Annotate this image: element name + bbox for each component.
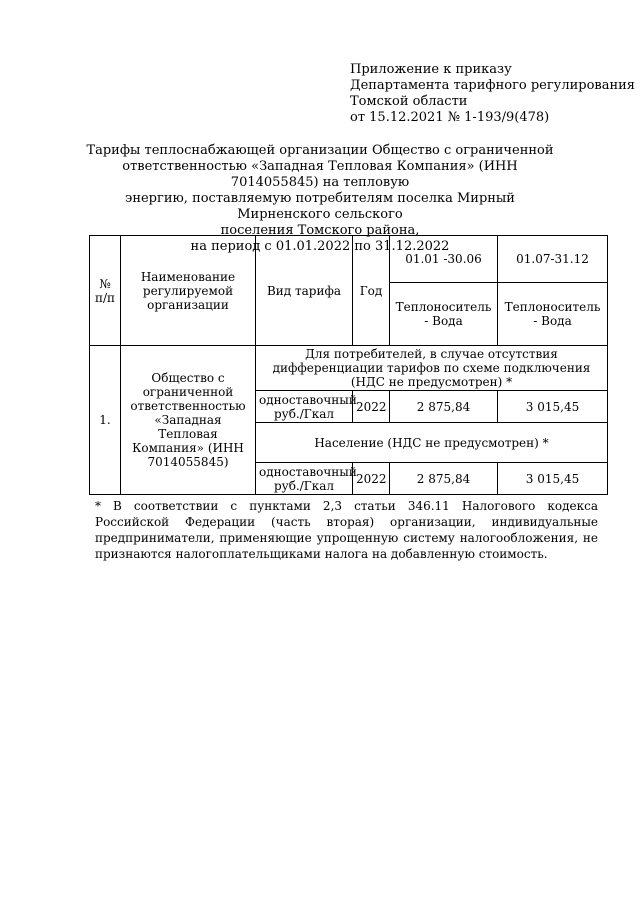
header-year: Год [353, 236, 390, 346]
header-number: № п/п [90, 236, 121, 346]
tariff-type-cell: одноставочный руб./Гкал [256, 463, 353, 495]
order-reference-line: Департамента тарифного регулирования [350, 78, 635, 93]
header-organization: Наименование регулируемой организации [121, 236, 256, 346]
title-line: энергию, поставляемую потребителям поселка Мирный Мирненского сельского [125, 191, 515, 222]
title-line: Тарифы теплоснабжающей организации Общество с ограниченной [86, 143, 554, 158]
row-number: 1. [90, 346, 121, 495]
order-reference [350, 62, 635, 126]
footnote: * В соответствии с пунктами 2,3 статьи 346.11 Налогового кодекса Российской Федерации (часть вторая) организации, индивидуальные предприниматели, применяющие упрощенную систему налогообложения, не признаются налогоплательщиками налога на добавленную стоимость. [95, 499, 598, 561]
table-header-row [90, 236, 608, 283]
header-period-1: 01.01 -30.06 [390, 236, 498, 283]
tariff-value-period-1: 2 875,84 [390, 391, 498, 423]
order-reference-line: Томской области [350, 94, 468, 109]
order-reference-line: Приложение к приказу [350, 62, 512, 77]
consumer-group-label: Население (НДС не предусмотрен) * [256, 423, 608, 463]
header-tariff-type: Вид тарифа [256, 236, 353, 346]
tariff-table [89, 235, 608, 495]
year-cell: 2022 [353, 391, 390, 423]
table-row [90, 346, 608, 391]
tariff-value-period-1: 2 875,84 [390, 463, 498, 495]
header-carrier-2: Теплоноситель - Вода [498, 283, 608, 346]
tariff-type-cell: одноставочный руб./Гкал [256, 391, 353, 423]
consumer-group-label: Для потребителей, в случае отсутствия дифференциации тарифов по схеме подключения (НДС не предусмотрен) * [256, 346, 608, 391]
year-cell: 2022 [353, 463, 390, 495]
title-line: ответственностью «Западная Тепловая Компания» (ИНН 7014055845) на тепловую [122, 159, 518, 190]
order-reference-line: от 15.12.2021 № 1-193/9(478) [350, 110, 550, 125]
header-carrier-1: Теплоноситель - Вода [390, 283, 498, 346]
title-line: поселения Томского района, [220, 223, 420, 238]
title-line: на период с 01.01.2022 по 31.12.2022 [190, 239, 450, 254]
tariff-value-period-2: 3 015,45 [498, 463, 608, 495]
tariff-value-period-2: 3 015,45 [498, 391, 608, 423]
row-organization: Общество с ограниченной ответственностью «Западная Тепловая Компания» (ИНН 7014055845) [121, 346, 256, 495]
header-period-2: 01.07-31.12 [498, 236, 608, 283]
